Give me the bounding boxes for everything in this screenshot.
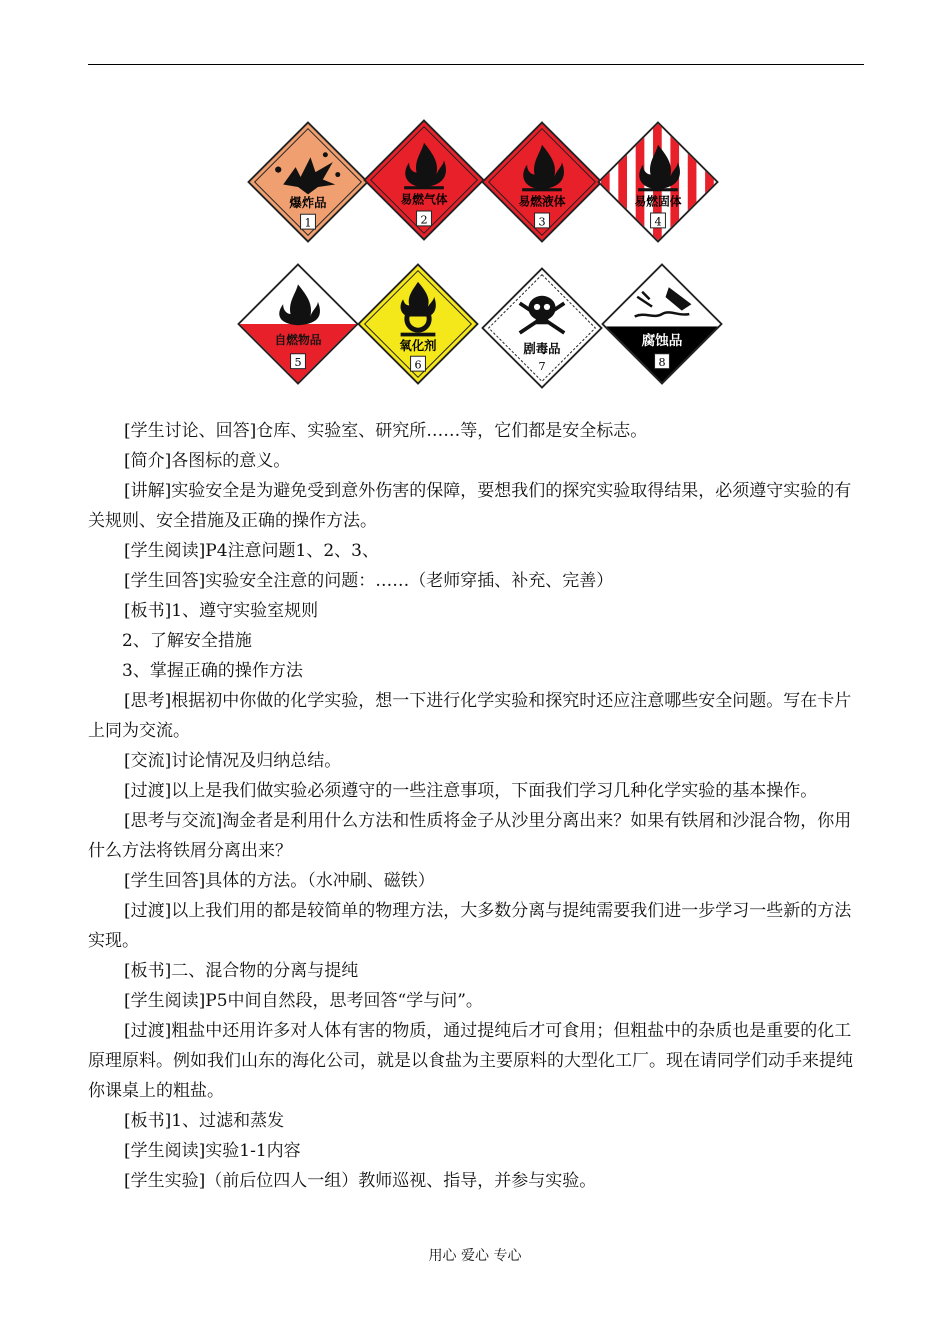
paragraph: [学生阅读]P5中间自然段，思考回答“学与问”。 [124, 991, 483, 1011]
sign-number: 7 [538, 360, 546, 374]
paragraph: [简介]各图标的意义。 [124, 451, 291, 471]
sign-number: 2 [420, 213, 428, 227]
hazard-sign-oxidizer [356, 262, 480, 386]
paragraph: 2、了解安全措施 [122, 631, 252, 651]
sign-number: 1 [304, 216, 312, 230]
paragraph: [思考]根据初中你做的化学实验，想一下进行化学实验和探究时还应注意哪些安全问题。写在卡片上同为交流。 [88, 691, 852, 741]
paragraph: [讲解]实验安全是为避免受到意外伤害的保障，要想我们的探究实验取得结果，必须遵守实验的有关规则、安全措施及正确的操作方法。 [88, 481, 852, 531]
paragraph: [学生讨论、回答]仓库、实验室、研究所……等，它们都是安全标志。 [124, 421, 648, 441]
sign-number: 8 [658, 356, 666, 370]
paragraph: [板书]二、混合物的分离与提纯 [124, 961, 359, 981]
hazard-sign-flammable-liquid [480, 120, 604, 244]
sign-label: 剧毒品 [523, 340, 561, 356]
hazard-sign-flammable-gas [362, 118, 486, 242]
paragraph: [过渡]以上我们用的都是较简单的物理方法，大多数分离与提纯需要我们进一步学习一些新的方法实现。 [88, 901, 852, 951]
paragraph: [板书]1、遵守实验室规则 [124, 601, 319, 621]
paragraph: [学生阅读]P4注意问题1、2、3、 [124, 541, 379, 561]
paragraph: [学生回答]实验安全注意的问题：……（老师穿插、补充、完善） [124, 571, 614, 591]
sign-label: 易燃固体 [634, 194, 682, 209]
sign-label: 易燃液体 [518, 194, 566, 209]
hazard-sign-spontaneously-combustible [236, 262, 360, 386]
sign-number: 4 [654, 215, 662, 229]
paragraph: [学生实验]（前后位四人一组）教师巡视、指导，并参与实验。 [124, 1171, 597, 1191]
sign-number: 3 [538, 215, 546, 229]
sign-label: 易燃气体 [400, 192, 448, 207]
paragraph: [学生回答]具体的方法。（水冲刷、磁铁） [124, 871, 435, 891]
hazard-sign-explosive [246, 120, 370, 244]
paragraph: [板书]1、过滤和蒸发 [124, 1111, 285, 1131]
sign-label: 自燃物品 [274, 332, 322, 347]
hazard-sign-toxic [480, 266, 604, 390]
hazard-sign-flammable-solid [596, 120, 720, 244]
paragraph: 3、掌握正确的操作方法 [122, 661, 303, 681]
document-body [88, 416, 864, 1196]
sign-label: 氧化剂 [399, 338, 437, 354]
header-rule [88, 64, 864, 65]
sign-number: 5 [294, 356, 302, 370]
sign-number: 6 [414, 358, 422, 372]
paragraph: [思考与交流]淘金者是利用什么方法和性质将金子从沙里分离出来？如果有铁屑和沙混合物，你用什么方法将铁屑分离出来？ [88, 811, 852, 861]
hazard-signs-figure [236, 118, 728, 394]
paragraph: [过渡]粗盐中还用许多对人体有害的物质，通过提纯后才可食用；但粗盐中的杂质也是重要的化工原理原料。例如我们山东的海化公司，就是以食盐为主要原料的大型化工厂。现在请同学们动手来提纯你课桌上的粗盐。 [88, 1021, 853, 1101]
hazard-sign-corrosive [600, 262, 724, 386]
paragraph: [过渡]以上是我们做实验必须遵守的一些注意事项，下面我们学习几种化学实验的基本操作。 [124, 781, 818, 801]
paragraph: [交流]讨论情况及归纳总结。 [124, 751, 342, 771]
paragraph: [学生阅读]实验1-1内容 [124, 1141, 301, 1161]
sign-label: 爆炸品 [289, 194, 327, 210]
page-footer: 用心 爱心 专心 [428, 1248, 522, 1264]
sign-label: 腐蚀品 [641, 333, 683, 350]
